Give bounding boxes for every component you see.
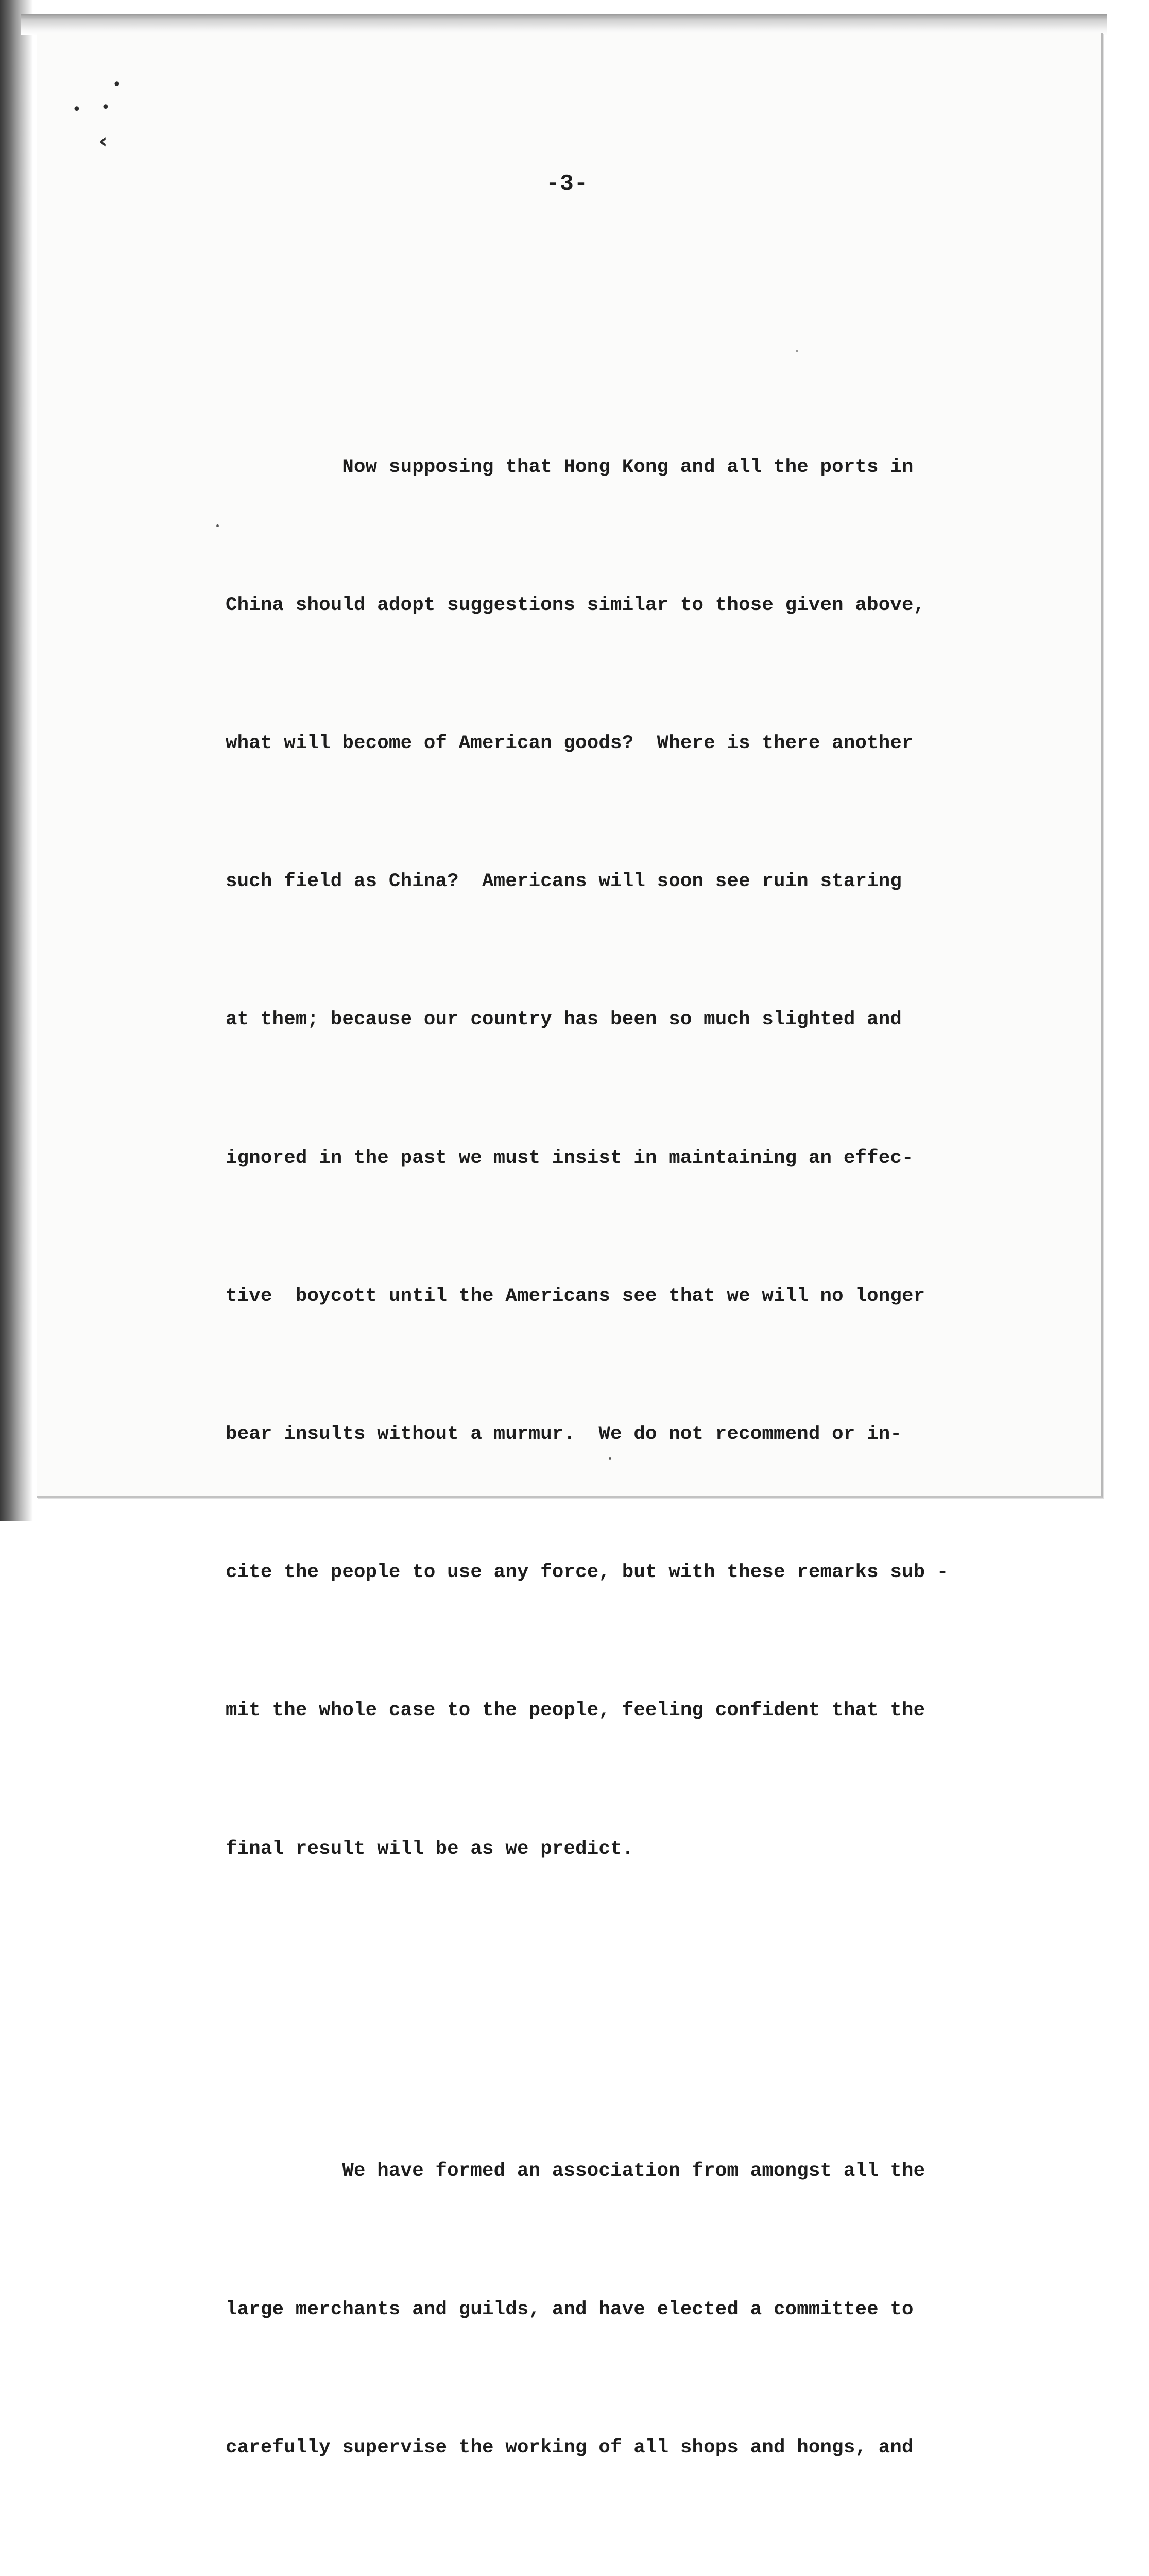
text-line: large merchants and guilds, and have elected a committee to	[226, 2298, 914, 2320]
text-line: final result will be as we predict.	[226, 1838, 634, 1860]
paragraph	[226, 352, 1060, 1964]
text-line: at them; because our country has been so much slighted and	[226, 1009, 902, 1031]
scan-edge-top	[21, 14, 1107, 35]
margin-dot-mark: •	[112, 76, 122, 94]
text-line: We have formed an association from amongst all the	[226, 2160, 925, 2182]
paragraph	[226, 2057, 1060, 2576]
text-line: bear insults without a murmur. We do not recommend or in-	[226, 1423, 902, 1446]
text-line: what will become of American goods? Where is there another	[226, 733, 914, 755]
ink-speck	[796, 350, 798, 352]
text-line: mit the whole case to the people, feeling confident that the	[226, 1700, 925, 1722]
typed-letter-body	[226, 260, 1060, 2576]
ink-speck	[609, 1457, 611, 1460]
ink-speck	[216, 524, 219, 527]
text-line: ignored in the past we must insist in maintaining an effec-	[226, 1147, 914, 1169]
margin-bracket-mark: ‹	[99, 129, 108, 153]
text-line	[226, 2563, 1060, 2576]
margin-dot-mark: •	[101, 98, 110, 116]
text-line: cite the people to use any force, but with these remarks sub -	[226, 1562, 949, 1584]
page-number: -3-	[546, 171, 589, 197]
text-line: Now supposing that Hong Kong and all the ports in	[226, 456, 914, 478]
text-line: China should adopt suggestions similar to those given above,	[226, 594, 925, 616]
text-line: such field as China? Americans will soon see ruin staring	[226, 871, 902, 893]
text-line: tive boycott until the Americans see that we will no longer	[226, 1285, 925, 1307]
text-line: carefully supervise the working of all shops and hongs, and	[226, 2436, 914, 2459]
margin-dot-mark: •	[72, 100, 81, 118]
scan-edge-left	[0, 0, 33, 1521]
